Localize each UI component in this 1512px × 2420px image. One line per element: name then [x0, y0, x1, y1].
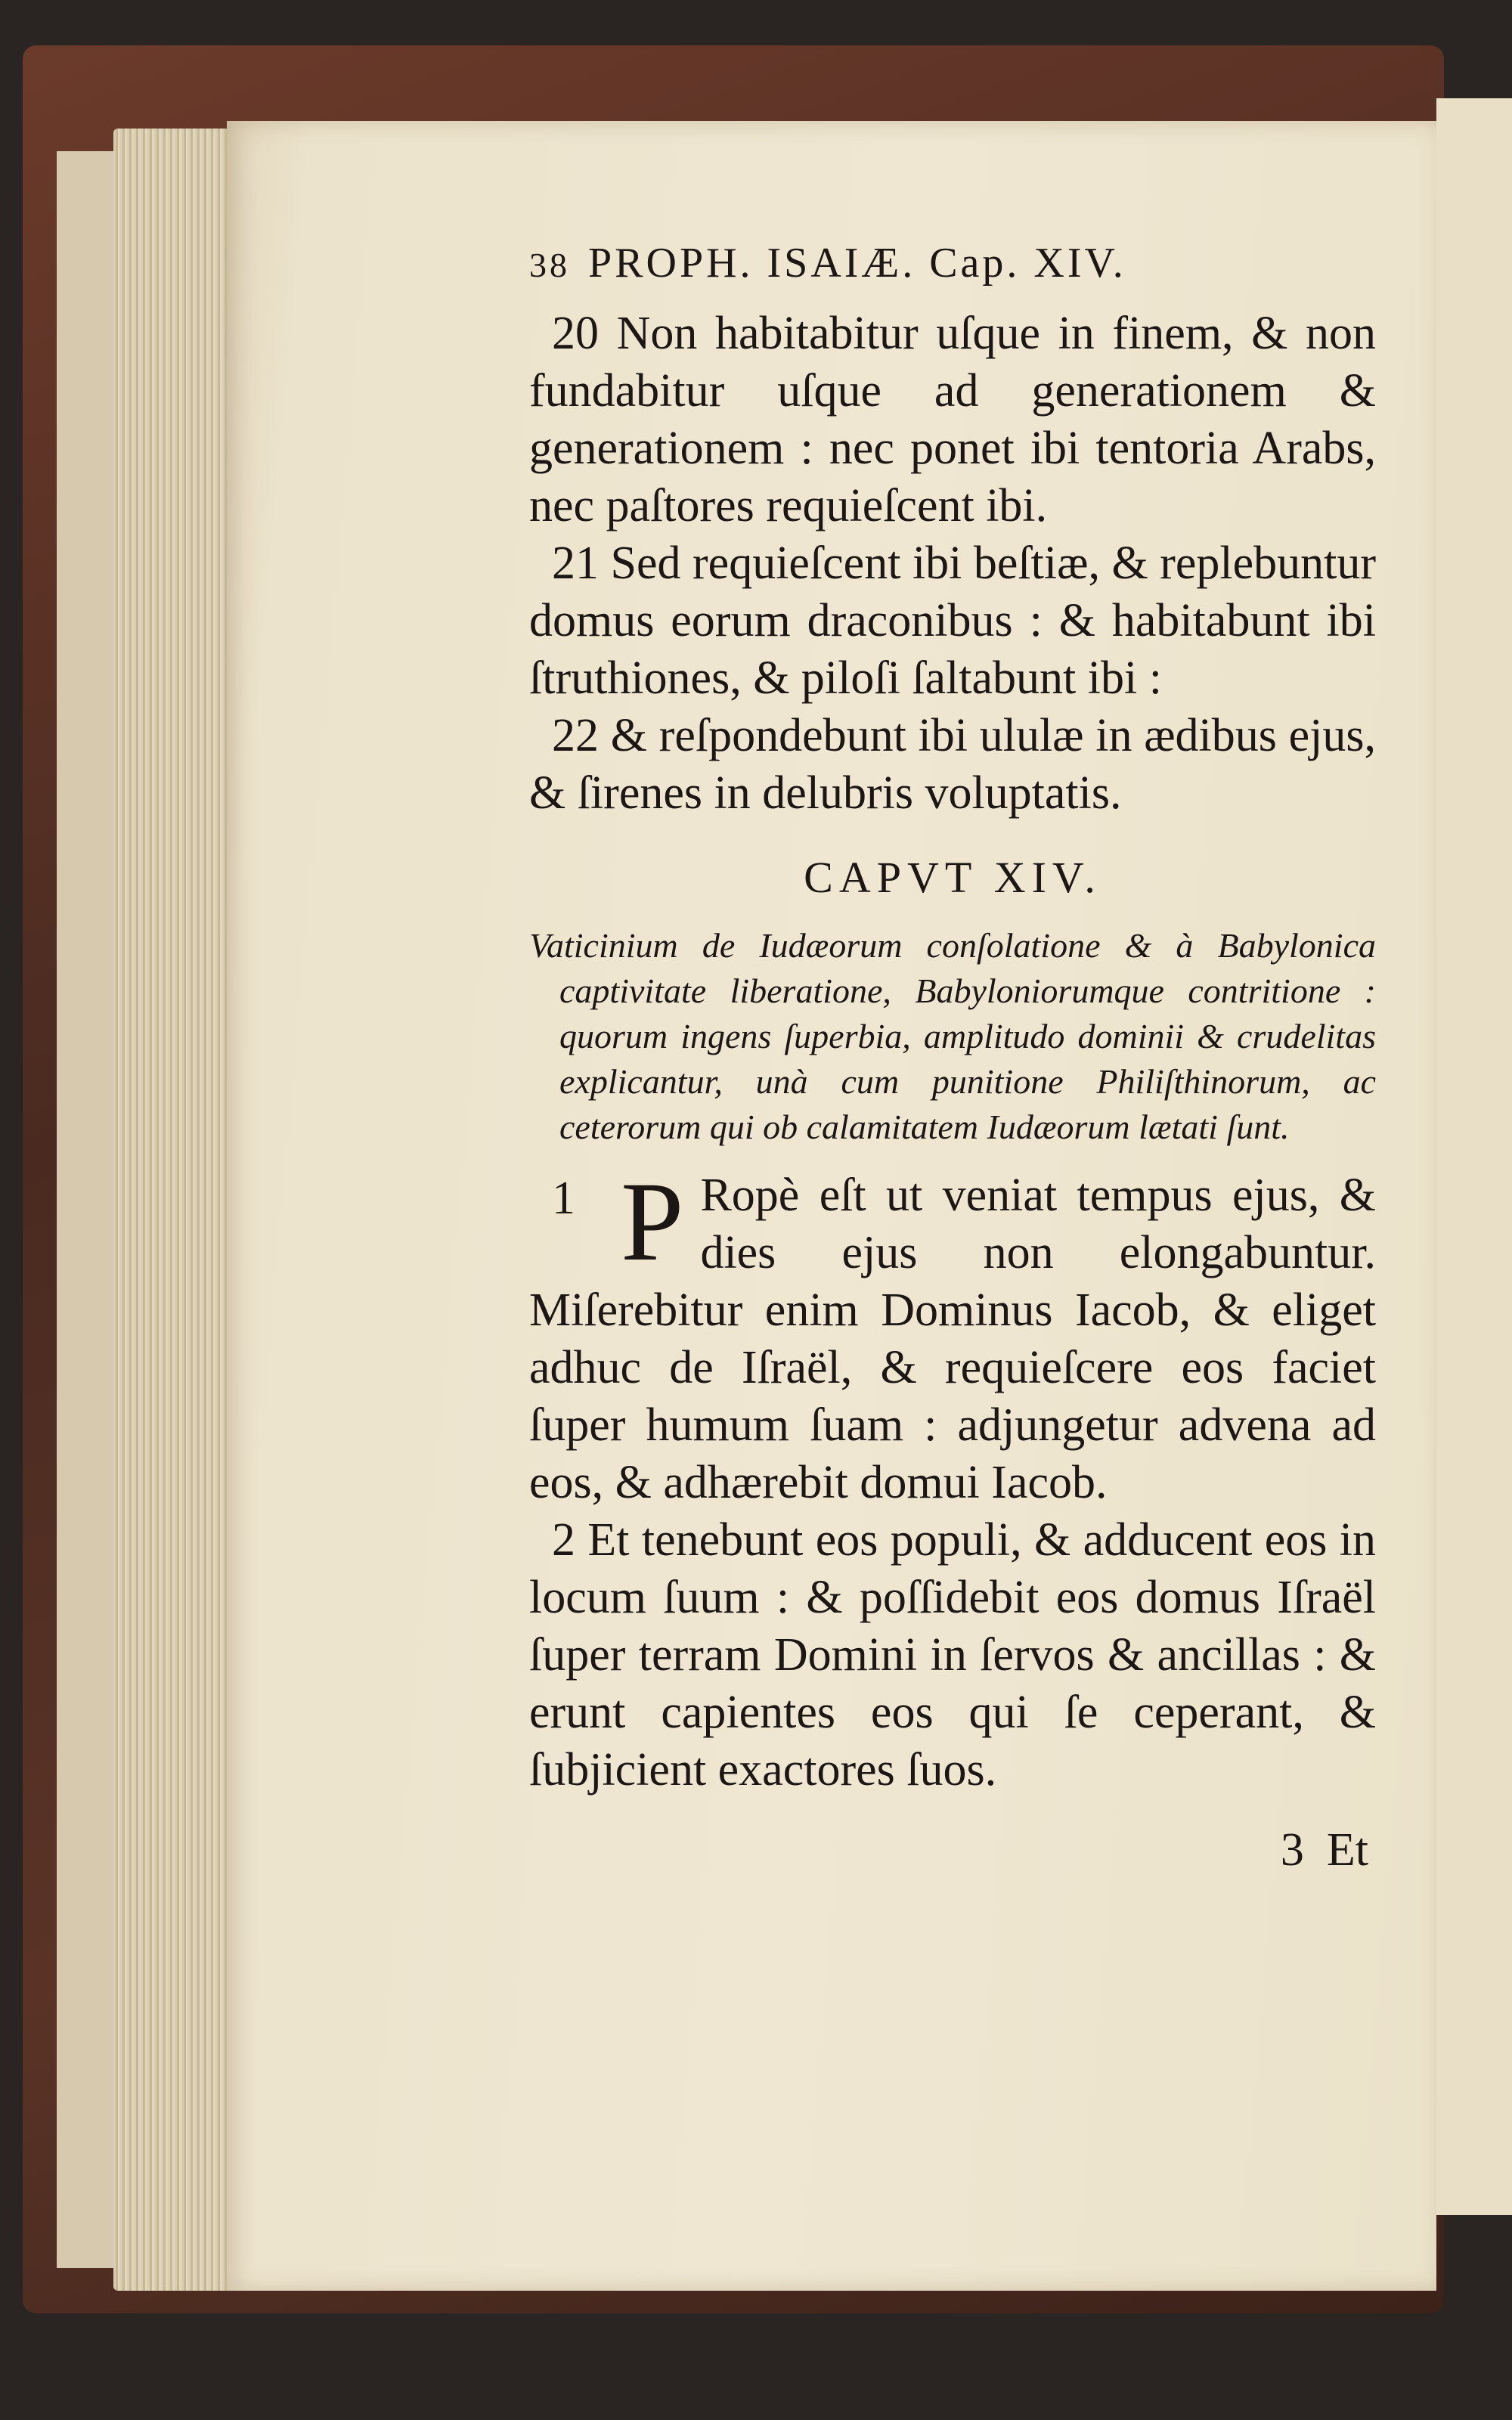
verse-number: 2 — [552, 1514, 575, 1566]
verse-text: & reſpondebunt ibi ululæ in ædibus ejus, & ſirenes in delubris voluptatis. — [529, 710, 1377, 819]
verse-22 — [529, 707, 1376, 822]
verse-1 — [529, 1159, 1376, 1511]
chapter-summary: Vaticinium de Iudæorum conſolatione & à Babylonica captivitate liberatione, Babyloniorumque contritione : quorum ingens ſuperbia, amplitudo dominii & crudelitas explicantur, unà cum punitione Philiſthinorum, ac ceterorum qui ob calamitatem Iudæorum lætati ſunt. — [529, 926, 1376, 1146]
verse-text: Sed requieſcent ibi beſtiæ, & replebuntur domus eorum draconibus : & habitabunt ibi ſtruthiones, & piloſi ſaltabunt ibi : — [529, 538, 1376, 704]
catchword — [529, 1821, 1376, 1879]
verse-20 — [529, 305, 1376, 535]
verse-2 — [529, 1511, 1376, 1799]
verse-number: 22 — [552, 710, 599, 761]
verse-text: Ropè eſt ut veniat tempus ejus, & dies ejus non elongabuntur. Miſerebitur enim Dominus Iacob, & eliget adhuc de Iſraël, & requieſcere eos faciet ſuper humum ſuam : adjungetur advena ad eos, & adhærebit domui Iacob. — [529, 1170, 1376, 1508]
verse-number: 1 — [552, 1173, 575, 1224]
verse-text: Et tenebunt eos populi, & adducent eos in locum ſuum : & poſſidebit eos domus Iſraël ſuper terram Domini in ſervos & ancillas : & erunt capientes eos qui ſe ceperant, & ſubjicient exactores ſuos. — [529, 1514, 1377, 1796]
running-title: PROPH. ISAIÆ. Cap. XIV. — [588, 240, 1126, 287]
page-text — [529, 234, 1376, 1879]
facing-page-edge — [1436, 98, 1512, 2215]
catchword-word: Et — [1326, 1824, 1368, 1876]
chapter-title: CAPVT XIV. — [804, 853, 1101, 902]
verse-21 — [529, 535, 1376, 707]
drop-capital: P — [621, 1159, 684, 1284]
page-number: 38 — [529, 246, 570, 284]
verse-number: 20 — [552, 308, 599, 359]
running-head — [529, 234, 1376, 294]
verse-number: 21 — [552, 538, 599, 589]
catchword-number: 3 — [1280, 1824, 1304, 1876]
verse-text: Non habitabitur uſque in finem, & non fundabitur uſque ad generationem & generationem : nec ponet ibi tentoria Arabs, nec paſtores requieſcent ibi. — [529, 308, 1377, 531]
